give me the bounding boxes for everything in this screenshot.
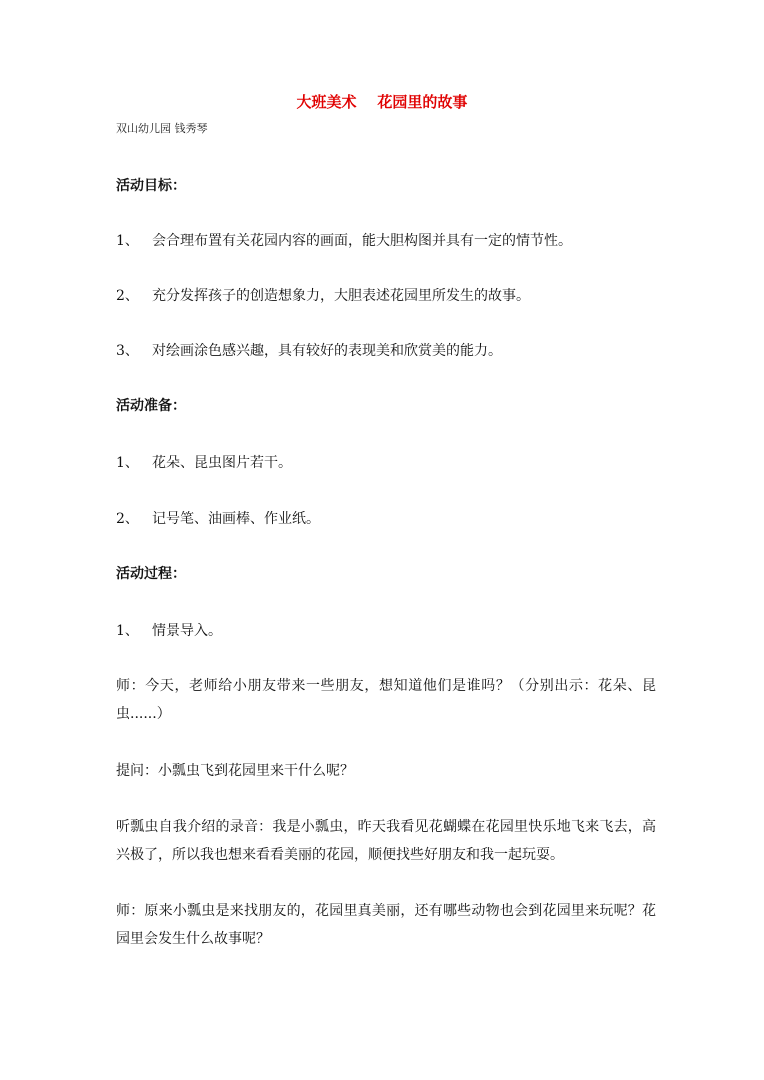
page-title: 大班美术 花园里的故事	[296, 93, 468, 111]
process-heading: 活动过程：	[116, 566, 186, 582]
goals-heading: 活动目标：	[116, 178, 186, 194]
paragraph-question: 提问：小瓢虫飞到花园里来干什么呢？	[116, 763, 354, 779]
prep-item	[116, 449, 656, 477]
goal-item	[116, 227, 656, 255]
author-byline: 双山幼儿园 钱秀琴	[116, 122, 208, 135]
prep-number: 1、	[116, 455, 139, 471]
goal-number: 3、	[116, 343, 139, 359]
goal-text: 充分发挥孩子的创造想象力，大胆表述花园里所发生的故事。	[152, 288, 530, 304]
paragraph-teacher-intro: 师：今天，老师给小朋友带来一些朋友，想知道他们是谁吗？（分别出示：花朵、昆虫......）	[116, 678, 656, 722]
goal-item	[116, 282, 656, 310]
goal-text: 会合理布置有关花园内容的画面，能大胆构图并具有一定的情节性。	[152, 233, 572, 249]
paragraph-teacher-followup: 师：原来小瓢虫是来找朋友的，花园里真美丽，还有哪些动物也会到花园里来玩呢？花园里会发生什么故事呢？	[116, 903, 656, 947]
goal-number: 2、	[116, 288, 139, 304]
prep-heading: 活动准备：	[116, 398, 186, 414]
prep-text: 花朵、昆虫图片若干。	[152, 455, 292, 471]
process-number: 1、	[116, 623, 139, 639]
process-text: 情景导入。	[152, 623, 222, 639]
prep-number: 2、	[116, 511, 139, 527]
prep-item	[116, 505, 656, 533]
process-item	[116, 617, 656, 645]
paragraph-ladybug-recording: 听瓢虫自我介绍的录音：我是小瓢虫，昨天我看见花蝴蝶在花园里快乐地飞来飞去，高兴极了，所以我也想来看看美丽的花园，顺便找些好朋友和我一起玩耍。	[116, 819, 656, 863]
prep-text: 记号笔、油画棒、作业纸。	[152, 511, 320, 527]
goal-text: 对绘画涂色感兴趣，具有较好的表现美和欣赏美的能力。	[152, 343, 502, 359]
goal-number: 1、	[116, 233, 139, 249]
goal-item	[116, 337, 656, 365]
